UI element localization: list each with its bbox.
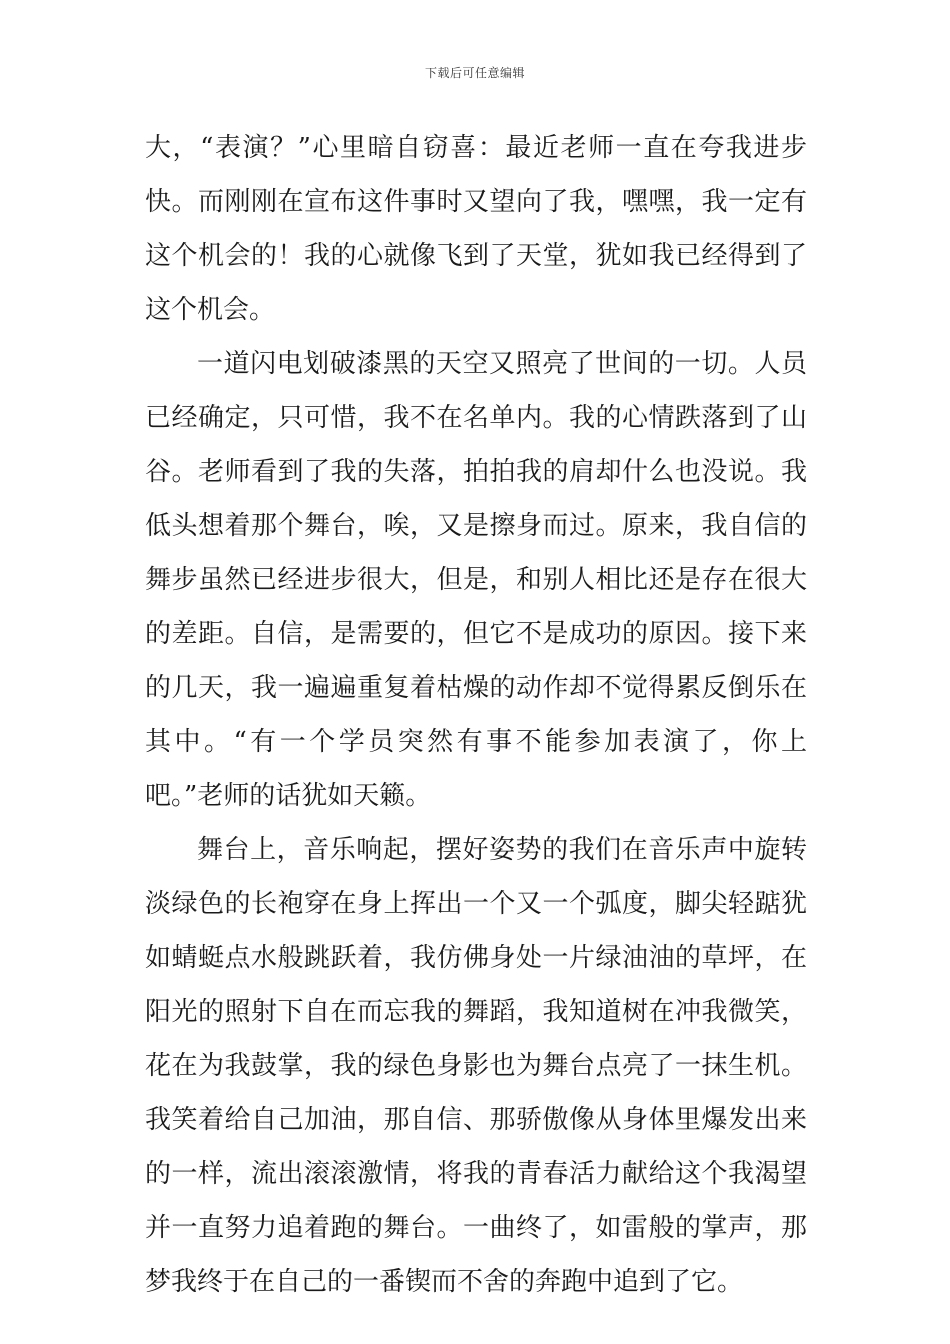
- text-line: 的一样，流出滚滚激情，将我的青春活力献给这个我渴望: [145, 1159, 807, 1189]
- text-line: 已经确定，只可惜，我不在名单内。我的心情跌落到了山: [145, 403, 807, 433]
- text-line: 大，“表演？”心里暗自窃喜：最近老师一直在夸我进步: [145, 133, 807, 163]
- text-line: 阳光的照射下自在而忘我的舞蹈，我知道树在冲我微笑，: [145, 997, 807, 1027]
- text-line: 低头想着那个舞台，唉，又是擦身而过。原来，我自信的: [145, 511, 807, 541]
- text-line: 这个机会。: [145, 295, 276, 325]
- text-line: 并一直努力追着跑的舞台。一曲终了，如雷般的掌声，那: [145, 1213, 807, 1243]
- text-line: 快。而刚刚在宣布这件事时又望向了我，嘿嘿，我一定有: [145, 187, 807, 217]
- text-line: 舞台上，音乐响起，摆好姿势的我们在音乐声中旋转: [197, 835, 807, 865]
- text-line: 我笑着给自己加油，那自信、那骄傲像从身体里爆发出来: [145, 1105, 807, 1135]
- text-line: 舞步虽然已经进步很大，但是，和别人相比还是存在很大: [145, 565, 807, 595]
- paragraph: [145, 823, 807, 1309]
- text-line: 谷。老师看到了我的失落，拍拍我的肩却什么也没说。我: [145, 457, 807, 487]
- text-line: 一道闪电划破漆黑的天空又照亮了世间的一切。人员: [197, 349, 807, 379]
- document-body: [145, 121, 807, 1309]
- paragraph: [145, 337, 807, 823]
- text-line: 吧。”老师的话犹如天籁。: [145, 781, 432, 811]
- paragraph: [145, 121, 807, 337]
- text-line: 其中。“有一个学员突然有事不能参加表演了，你上: [145, 727, 807, 757]
- text-line: 的差距。自信，是需要的，但它不是成功的原因。接下来: [145, 619, 807, 649]
- text-line: 的几天，我一遍遍重复着枯燥的动作却不觉得累反倒乐在: [145, 673, 807, 703]
- text-line: 这个机会的！我的心就像飞到了天堂，犹如我已经得到了: [145, 241, 807, 271]
- text-line: 淡绿色的长袍穿在身上挥出一个又一个弧度，脚尖轻踮犹: [145, 889, 807, 919]
- text-line: 梦我终于在自己的一番锲而不舍的奔跑中追到了它。: [145, 1267, 744, 1297]
- page-header: 下载后可任意编辑: [424, 66, 525, 80]
- text-line: 如蜻蜓点水般跳跃着，我仿佛身处一片绿油油的草坪，在: [145, 943, 807, 973]
- text-line: 花在为我鼓掌，我的绿色身影也为舞台点亮了一抹生机。: [145, 1051, 807, 1081]
